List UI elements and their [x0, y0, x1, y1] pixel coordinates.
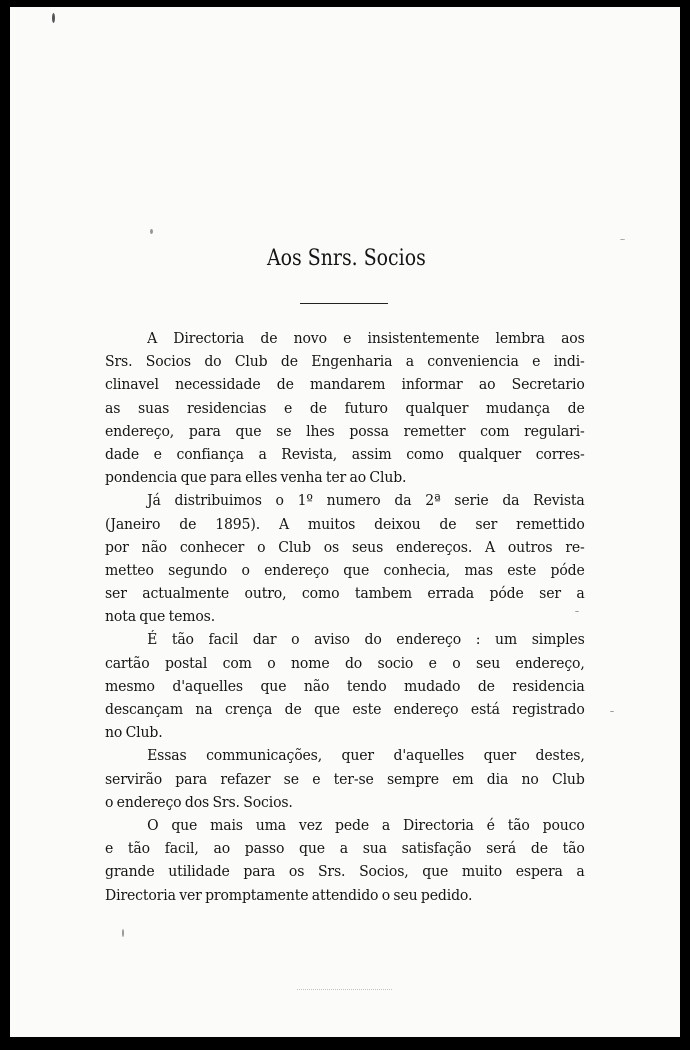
scan-speck: [150, 229, 153, 234]
text-line: Srs. Socios do Club de Engenharia a conveniencia e indi-: [105, 352, 585, 371]
text-line: A Directoria de novo e insistentemente lembra aos: [147, 329, 585, 347]
document-page: [10, 7, 680, 1037]
text-line: ser actualmente outro, como tambem errada póde ser a: [105, 584, 585, 603]
text-line: (Janeiro de 1895). A muitos deixou de ser remettido: [105, 514, 585, 533]
text-line: servirão para refazer se e ter-se sempre em dia no Club: [105, 769, 585, 788]
body-text: [105, 327, 585, 907]
scan-speck: [122, 929, 124, 937]
scan-speck: [575, 611, 579, 612]
page-title: Aos Snrs. Socios: [266, 246, 426, 271]
text-line: grande utilidade para os Srs. Socios, que muito espera a: [105, 862, 585, 881]
scan-speck: [52, 13, 55, 23]
scan-speck: [610, 711, 614, 712]
text-line: O que mais uma vez pede a Directoria é tão pouco: [147, 815, 585, 834]
text-line: por não conhecer o Club os seus endereços. A outros re-: [105, 537, 585, 556]
text-line: o endereço dos Srs. Socios.: [105, 792, 293, 811]
text-line: clinavel necessidade de mandarem informar ao Secretario: [105, 375, 585, 394]
text-line: dade e confiança a Revista, assim como qualquer corres-: [105, 444, 585, 463]
text-line: e tão facil, ao passo que a sua satisfação será de tão: [105, 839, 585, 858]
text-line: Já distribuimos o 1º numero da 2ª serie da Revista: [147, 491, 585, 510]
text-line: as suas residencias e de futuro qualquer mudança de: [105, 398, 585, 417]
text-line: Directoria ver promptamente attendido o seu pedido.: [105, 885, 473, 904]
text-line: descançam na crença de que este endereço está registrado: [105, 700, 585, 718]
scan-mark: [297, 989, 392, 991]
title-divider: [300, 303, 388, 304]
text-line: metteo segundo o endereço que conhecia, mas este póde: [105, 560, 585, 579]
text-line: nota que temos.: [105, 607, 216, 626]
text-line: cartão postal com o nome do socio e o seu endereço,: [105, 653, 585, 672]
text-line: mesmo d'aquelles que não tendo mudado de residencia: [105, 676, 585, 695]
text-line: É tão facil dar o aviso do endereço : um simples: [147, 630, 585, 649]
text-line: pondencia que para elles venha ter ao Club.: [105, 468, 407, 487]
scan-speck: [620, 239, 625, 240]
text-line: Essas communicações, quer d'aquelles quer destes,: [147, 746, 585, 765]
text-line: endereço, para que se lhes possa remetter com regulari-: [105, 421, 585, 440]
text-line: no Club.: [105, 723, 163, 742]
